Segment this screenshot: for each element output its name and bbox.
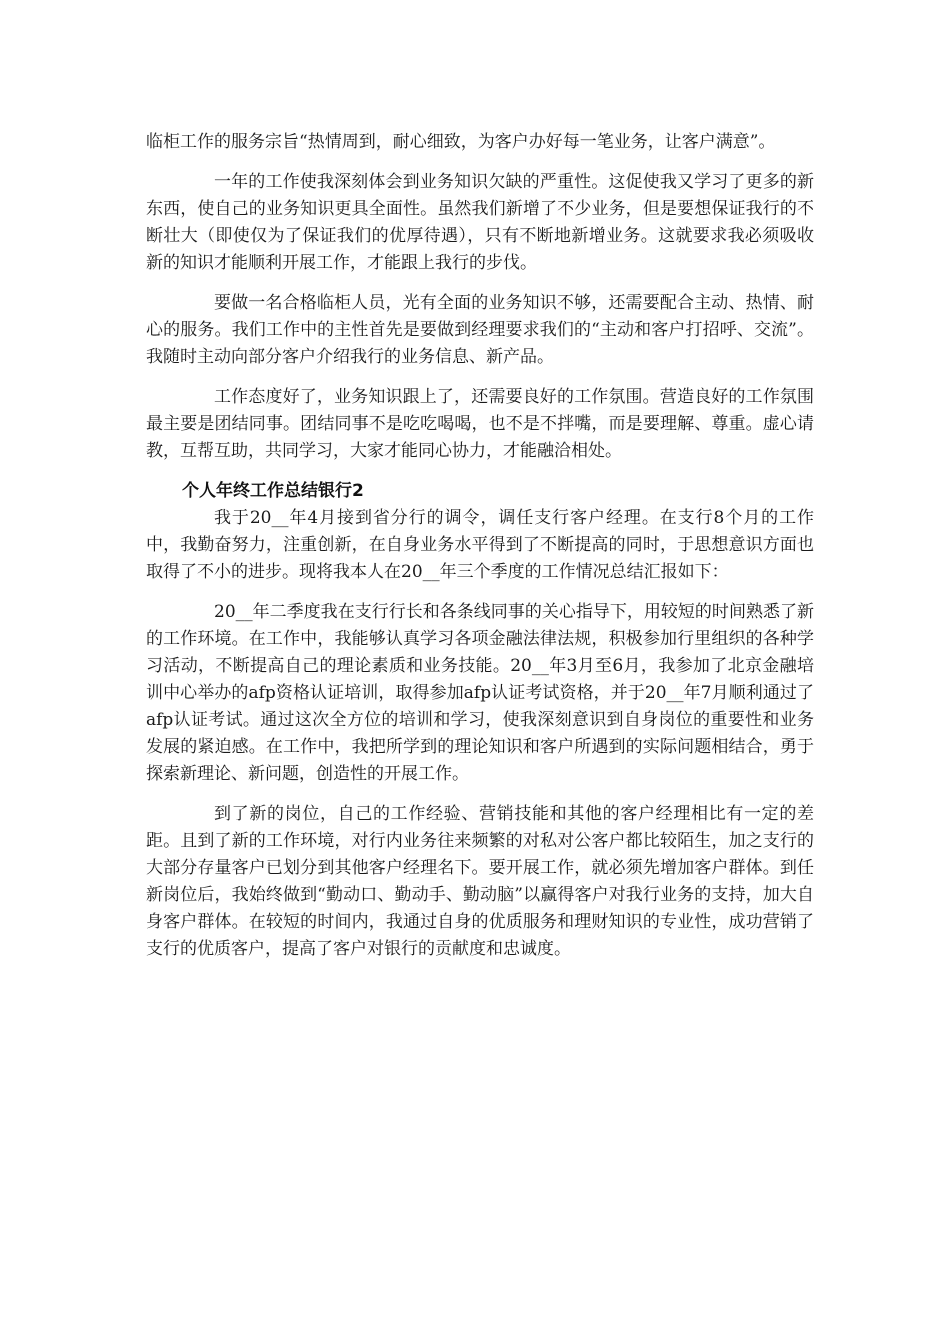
paragraph-6: 20__年二季度我在支行行长和各条线同事的关心指导下，用较短的时间熟悉了新的工作环境。在工作中，我能够认真学习各项金融法律法规，积极参加行里组织的各种学习活动，不断提高自己的理论素质和业务技能。20__年3月至6月，我参加了北京金融培训中心举办的afp资格认证培训，取得参加afp认证考试资格，并于20__年7月顺利通过了afp认证考试。通过这次全方位的培训和学习，使我深刻意识到自身岗位的重要性和业务发展的紧迫感。在工作中，我把所学到的理论知识和客户所遇到的实际问题相结合，勇于探索新理论、新问题，创造性的开展工作。: [146, 602, 814, 784]
paragraph-5: 我于20__年4月接到省分行的调令，调任支行客户经理。在支行8个月的工作中，我勤奋努力，注重创新，在自身业务水平得到了不断提高的同时，于思想意识方面也取得了不小的进步。现将我本人在20__年三个季度的工作情况总结汇报如下：: [146, 508, 814, 582]
paragraph-3: 要做一名合格临柜人员，光有全面的业务知识不够，还需要配合主动、热情、耐心的服务。我们工作中的主性首先是要做到经理要求我们的“主动和客户打招呼、交流”。我随时主动向部分客户介绍我行的业务信息、新产品。: [146, 293, 814, 367]
paragraph-4: 工作态度好了，业务知识跟上了，还需要良好的工作氛围。营造良好的工作氛围最主要是团结同事。团结同事不是吃吃喝喝，也不是不拌嘴，而是要理解、尊重。虚心请教，互帮互助，共同学习，大家才能同心协力，才能融洽相处。: [146, 387, 814, 461]
section-heading: 个人年终工作总结银行2: [182, 481, 364, 501]
document-body: [146, 129, 814, 976]
paragraph-2: 一年的工作使我深刻体会到业务知识欠缺的严重性。这促使我又学习了更多的新东西，使自己的业务知识更具全面性。虽然我们新增了不少业务，但是要想保证我行的不断壮大（即使仅为了保证我们的优厚待遇），只有不断地新增业务。这就要求我必须吸收新的知识才能顺利开展工作，才能跟上我行的步伐。: [146, 172, 814, 273]
paragraph-7: 到了新的岗位，自己的工作经验、营销技能和其他的客户经理相比有一定的差距。且到了新的工作环境，对行内业务往来频繁的对私对公客户都比较陌生，加之支行的大部分存量客户已划分到其他客户经理名下。要开展工作，就必须先增加客户群体。到任新岗位后，我始终做到“勤动口、勤动手、勤动脑”以赢得客户对我行业务的支持，加大自身客户群体。在较短的时间内，我通过自身的优质服务和理财知识的专业性，成功营销了支行的优质客户，提高了客户对银行的贡献度和忠诚度。: [146, 804, 814, 959]
paragraph-1: 临柜工作的服务宗旨“热情周到，耐心细致，为客户办好每一笔业务，让客户满意”。: [146, 132, 776, 152]
